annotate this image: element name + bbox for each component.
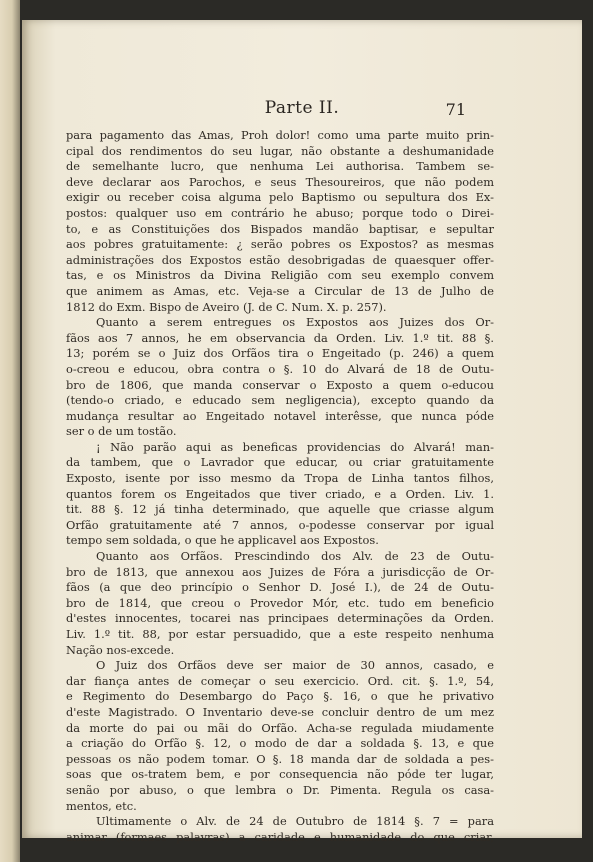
text-line: a criação do Orfão §. 12, o modo de dar a soldada §. 13, e que <box>66 736 494 751</box>
text-line: Orfão gratuitamente até 7 annos, o-podesse conservar por igual <box>66 517 494 532</box>
text-line: mentos, etc. <box>66 798 137 813</box>
text-line: da tambem, que o Lavrador que educar, ou criar gratuitamente <box>66 455 494 470</box>
text-line: Exposto, isente por isso mesmo da Tropa de Linha tantos filhos, <box>66 471 494 486</box>
text-line: exigir ou receber coisa alguma pelo Baptismo ou sepultura dos Ex- <box>66 190 494 205</box>
text-line: bro de 1806, que manda conservar o Exposto a quem o-educou <box>66 377 494 392</box>
text-line: o-creou e educou, obra contra o §. 10 do Alvará de 18 de Outu- <box>66 361 494 376</box>
text-line: aos pobres gratuitamente: ¿ serão pobres os Expostos? as mesmas <box>66 237 494 252</box>
page-number: 71 <box>445 100 466 119</box>
text-line: de semelhante lucro, que nenhuma Lei authorisa. Tambem se- <box>66 159 494 174</box>
text-line: Liv. 1.º tit. 88, por estar persuadido, que a este respeito nenhuma <box>66 627 494 641</box>
text-line: soas que os-tratem bem, e por consequencia não póde ter lugar, <box>66 767 494 782</box>
text-line: bro de 1813, que annexou aos Juizes de Fóra a jurisdicção de Or- <box>66 564 494 579</box>
text-line: 1812 do Exm. Bispo de Aveiro (J. de C. Num. X. p. 257). <box>66 299 387 314</box>
text-line: ¡ Não parão aqui as beneficas providencias do Alvará! man- <box>96 439 494 454</box>
text-line: tas, e os Ministros da Divina Religião com seu exemplo convem <box>66 268 494 283</box>
text-line: tempo sem soldada, o que he applicavel aos Expostos. <box>66 533 379 548</box>
text-line: d'estes innocentes, tocarei nas principaes determinações da Orden. <box>66 611 494 626</box>
text-line: para pagamento das Amas, Proh dolor! como uma parte muito prin- <box>66 128 494 142</box>
text-line: to, e as Constituições dos Bispados mandão baptisar, e sepultar <box>66 221 494 236</box>
text-line: da morte do pai ou mãi do Orfão. Acha-se regulada miudamente <box>66 720 494 735</box>
running-title: Parte II. <box>264 98 340 118</box>
text-line: administrações dos Expostos estão desobrigadas de quaesquer offer- <box>66 252 494 267</box>
text-line: ser o de um tostão. <box>66 424 177 439</box>
text-line: e Regimento do Desembargo do Paço §. 16, o que he privativo <box>66 689 494 704</box>
facing-page-edge <box>0 0 20 862</box>
body-text <box>66 128 494 845</box>
text-line: Quanto a serem entregues os Expostos aos Juizes dos Or- <box>96 315 494 330</box>
text-line: senão por abuso, o que lembra o Dr. Pimenta. Regula os casa- <box>66 782 494 797</box>
text-line: d'este Magistrado. O Inventario deve-se concluir dentro de um mez <box>66 704 494 719</box>
text-line: dar fiança antes de começar o seu exercicio. Ord. cit. §. 1.º, 54, <box>66 673 494 688</box>
text-line: 13; porém se o Juiz dos Orfãos tira o Engeitado (p. 246) a quem <box>66 346 494 361</box>
text-line: fãos (a que deo princípio o Senhor D. José I.), de 24 de Outu- <box>66 580 494 595</box>
text-line: Nação nos-excede. <box>66 642 175 657</box>
text-line: fãos aos 7 annos, he em observancia da Orden. Liv. 1.º tit. 88 §. <box>66 330 494 345</box>
running-header <box>22 98 582 122</box>
text-line: tit. 88 §. 12 já tinha determinado, que aquelle que criasse algum <box>66 502 494 517</box>
text-line: Quanto aos Orfãos. Prescindindo dos Alv. de 23 de Outu- <box>96 549 494 564</box>
text-line: pessoas os não podem tomar. O §. 18 manda dar de soldada a pes- <box>66 751 494 766</box>
text-line: deve declarar aos Parochos, e seus Thesoureiros, que não podem <box>66 174 494 189</box>
text-line: animar (formaes palavras) a caridade e humanidade do que criar, <box>66 829 494 844</box>
text-line: (tendo-o criado, e educado sem negligencia), excepto quando da <box>66 393 494 408</box>
text-line: O Juiz dos Orfãos deve ser maior de 30 annos, casado, e <box>96 658 494 673</box>
text-line: quantos forem os Engeitados que tiver criado, e a Orden. Liv. 1. <box>66 486 494 501</box>
text-line: bro de 1814, que creou o Provedor Mór, etc. tudo em beneficio <box>66 595 494 610</box>
text-line: mudança resultar ao Engeitado notavel interêsse, que nunca póde <box>66 408 494 423</box>
text-line: postos: qualquer uso em contrário he abuso; porque todo o Direi- <box>66 205 494 220</box>
text-line: que animem as Amas, etc. Veja-se a Circular de 13 de Julho de <box>66 283 494 298</box>
text-line: cipal dos rendimentos do seu lugar, não obstante a deshumanidade <box>66 143 494 158</box>
book-page <box>22 20 582 844</box>
text-line: Ultimamente o Alv. de 24 de Outubro de 1814 §. 7 = para <box>96 814 494 829</box>
